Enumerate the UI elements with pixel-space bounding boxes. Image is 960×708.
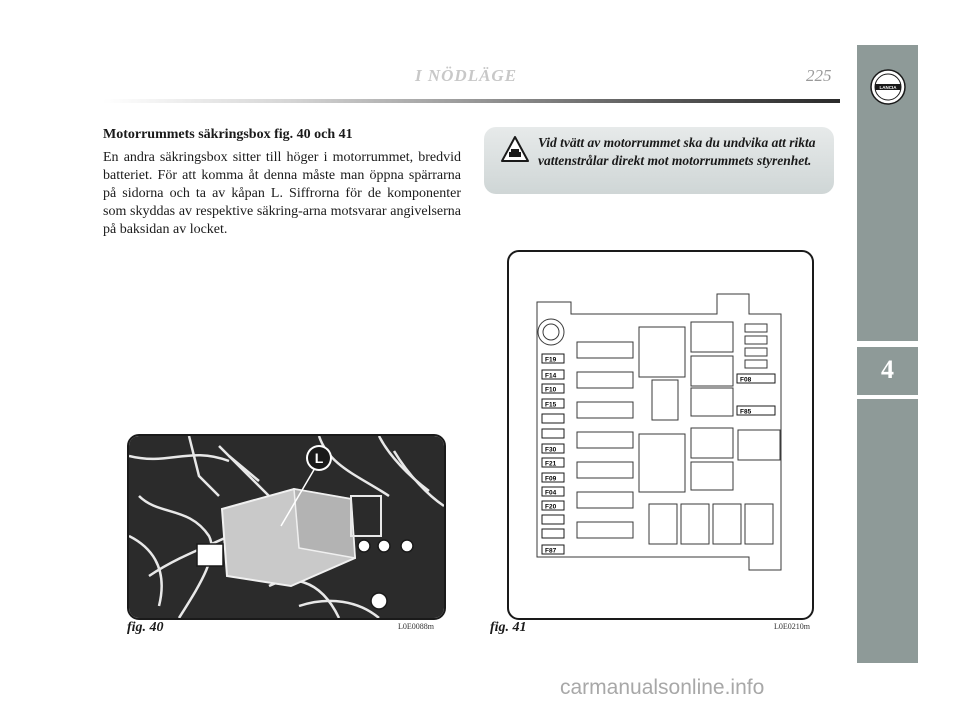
fuse-F15 (542, 399, 564, 409)
figure-40-engine-bay (127, 434, 446, 620)
fuse-F85 (737, 406, 775, 416)
fuse-label: F15 (545, 401, 557, 409)
fuse-F30 (542, 444, 564, 454)
fuse-empty (542, 515, 564, 524)
fuse-F04 (542, 487, 564, 497)
fuse-F08 (737, 374, 775, 384)
fuse-F20 (542, 501, 564, 511)
chapter-title: I NÖDLÄGE (415, 66, 518, 85)
figure-40-label: fig. 40 (127, 620, 164, 635)
fuse-box-diagram (509, 252, 812, 618)
page-number: 225 (806, 66, 832, 85)
fuse-F87 (542, 545, 564, 555)
engine-bay-illustration (129, 436, 444, 618)
fuse-F10 (542, 384, 564, 394)
fuse-label: F85 (740, 408, 752, 416)
fuse-F09 (542, 473, 564, 483)
chapter-tab-number: 4 (881, 355, 894, 384)
watermark: carmanualsonline.info (560, 676, 765, 699)
section-title: Motorrummets säkringsbox fig. 40 och 41 (103, 127, 353, 142)
fuse-label: F30 (545, 446, 557, 454)
fuse-label: F14 (545, 372, 557, 380)
fuse-label: F20 (545, 503, 557, 511)
logo-text: LANCIA (879, 85, 897, 90)
fuse-label: F10 (545, 386, 557, 394)
fuse-label: F09 (545, 475, 557, 483)
header-divider (103, 99, 840, 103)
callout-L-label: L (314, 450, 324, 466)
fuse-F19 (542, 354, 564, 364)
warning-triangle-icon (500, 135, 530, 163)
figure-41-code: L0E0210m (774, 622, 810, 631)
left-fuse-column (542, 354, 564, 555)
figure-40-code: L0E0088m (398, 622, 434, 631)
figure-41-label: fig. 41 (490, 620, 527, 635)
fuse-label: F19 (545, 356, 557, 364)
lancia-logo-icon (869, 68, 907, 106)
fuse-label: F21 (545, 460, 557, 468)
fuse-empty (542, 529, 564, 538)
fuse-label: F04 (545, 489, 557, 497)
right-fuse-column (737, 374, 775, 416)
fuse-label: F87 (545, 547, 557, 555)
fuse-empty (542, 429, 564, 438)
warning-text: Vid tvätt av motorrummet ska du undvika att rikta vattenstrålar direkt mot motorrummets styrenhet. (538, 135, 816, 168)
figure-41-fuse-box (507, 250, 814, 620)
body-paragraph: En andra säkringsbox sitter till höger i motorrummet, bredvid batteriet. För att komma åt denna måste man öppna spärrarna på sidorna och ta av kåpan L. Siffrorna för de komponenter som skyddas av respektive säkring-arna motsvarar angivelserna på baksidan av locket. (103, 150, 461, 237)
fuse-empty (542, 414, 564, 423)
fuse-F14 (542, 370, 564, 380)
fuse-F21 (542, 458, 564, 468)
fuse-label: F08 (740, 376, 752, 384)
sidebar-band-bottom (857, 399, 918, 663)
